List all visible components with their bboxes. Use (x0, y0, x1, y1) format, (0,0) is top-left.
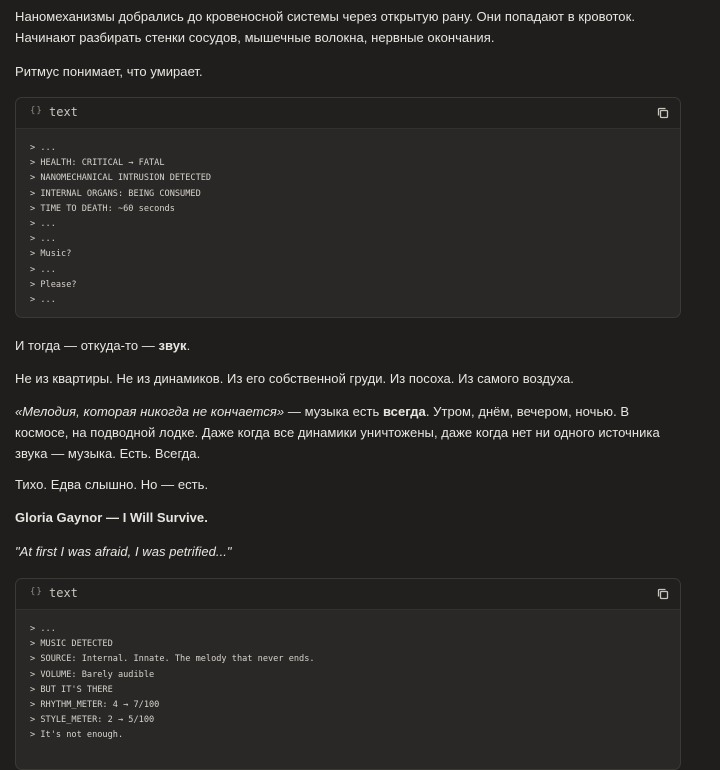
paragraph: Наномеханизмы добрались до кровеносной системы через открытую рану. Они попадают в кровоток. Начинают разбирать стенки сосудов, мышечные волокна, нервные окончания. (15, 9, 635, 45)
code-line: > RHYTHM_METER: 4 → 7/100 (30, 699, 160, 710)
code-line: > HEALTH: CRITICAL → FATAL (30, 158, 165, 169)
paragraph: Ритмус понимает, что умирает. (15, 64, 203, 79)
code-line: > ... (30, 264, 56, 275)
code-line: > MUSIC DETECTED (30, 639, 113, 650)
code-block-header (16, 98, 680, 129)
code-block-header (16, 579, 680, 610)
paragraph: Не из квартиры. Не из динамиков. Из его собственной груди. Из посоха. Из самого воздуха. (15, 371, 574, 386)
code-line: > ... (30, 234, 56, 245)
copy-button[interactable] (656, 587, 670, 601)
code-language-label: text (49, 586, 78, 600)
code-line: > STYLE_METER: 2 → 5/100 (30, 715, 155, 726)
copy-icon (656, 587, 670, 601)
copy-button[interactable] (656, 106, 670, 120)
song-title: Gloria Gaynor — I Will Survive. (15, 510, 208, 525)
emphasis-italic: «Мелодия, которая никогда не кончается» (15, 404, 285, 419)
emphasis-bold: всегда (382, 404, 426, 419)
song-quote: "At first I was afraid, I was petrified..." (15, 544, 232, 559)
paragraph-text: И тогда — откуда-то — (15, 338, 159, 353)
code-line: > Music? (30, 249, 72, 260)
code-line: > ... (30, 624, 56, 634)
code-line: > BUT IT'S THERE (30, 684, 113, 695)
code-line: > It's not enough. (30, 730, 124, 741)
code-line: > INTERNAL ORGANS: BEING CONSUMED (30, 188, 201, 199)
paragraph-text: . (186, 338, 191, 353)
code-line: > ... (30, 294, 56, 305)
code-line: > Please? (30, 279, 77, 290)
code-line: > ... (30, 143, 56, 153)
paragraph-text: — музыка есть (284, 404, 383, 419)
paragraph-text: . Утром, днём, вечером, ночью. В космосе, на подводной лодке. Даже когда все динамики уничтожены, даже когда нет ни одного источника звука — музыка. Есть. Всегда. (15, 404, 660, 461)
code-line: > ... (30, 218, 56, 229)
code-line: > NANOMECHANICAL INTRUSION DETECTED (30, 173, 212, 184)
code-line: > TIME TO DEATH: ~60 seconds (30, 203, 175, 214)
paragraph (15, 335, 190, 356)
code-block (15, 97, 681, 318)
code-language-label: text (49, 105, 78, 119)
code-braces-icon: {} (30, 587, 43, 597)
code-block-body (16, 610, 680, 756)
paragraph (15, 401, 681, 464)
emphasis-bold: звук (158, 338, 187, 353)
code-braces-icon: {} (30, 106, 43, 116)
code-line: > VOLUME: Barely audible (30, 669, 155, 680)
code-block (15, 578, 681, 770)
code-block-body (16, 129, 680, 318)
copy-icon (656, 106, 670, 120)
code-line: > SOURCE: Internal. Innate. The melody that never ends. (30, 654, 315, 665)
paragraph: Тихо. Едва слышно. Но — есть. (15, 477, 209, 492)
